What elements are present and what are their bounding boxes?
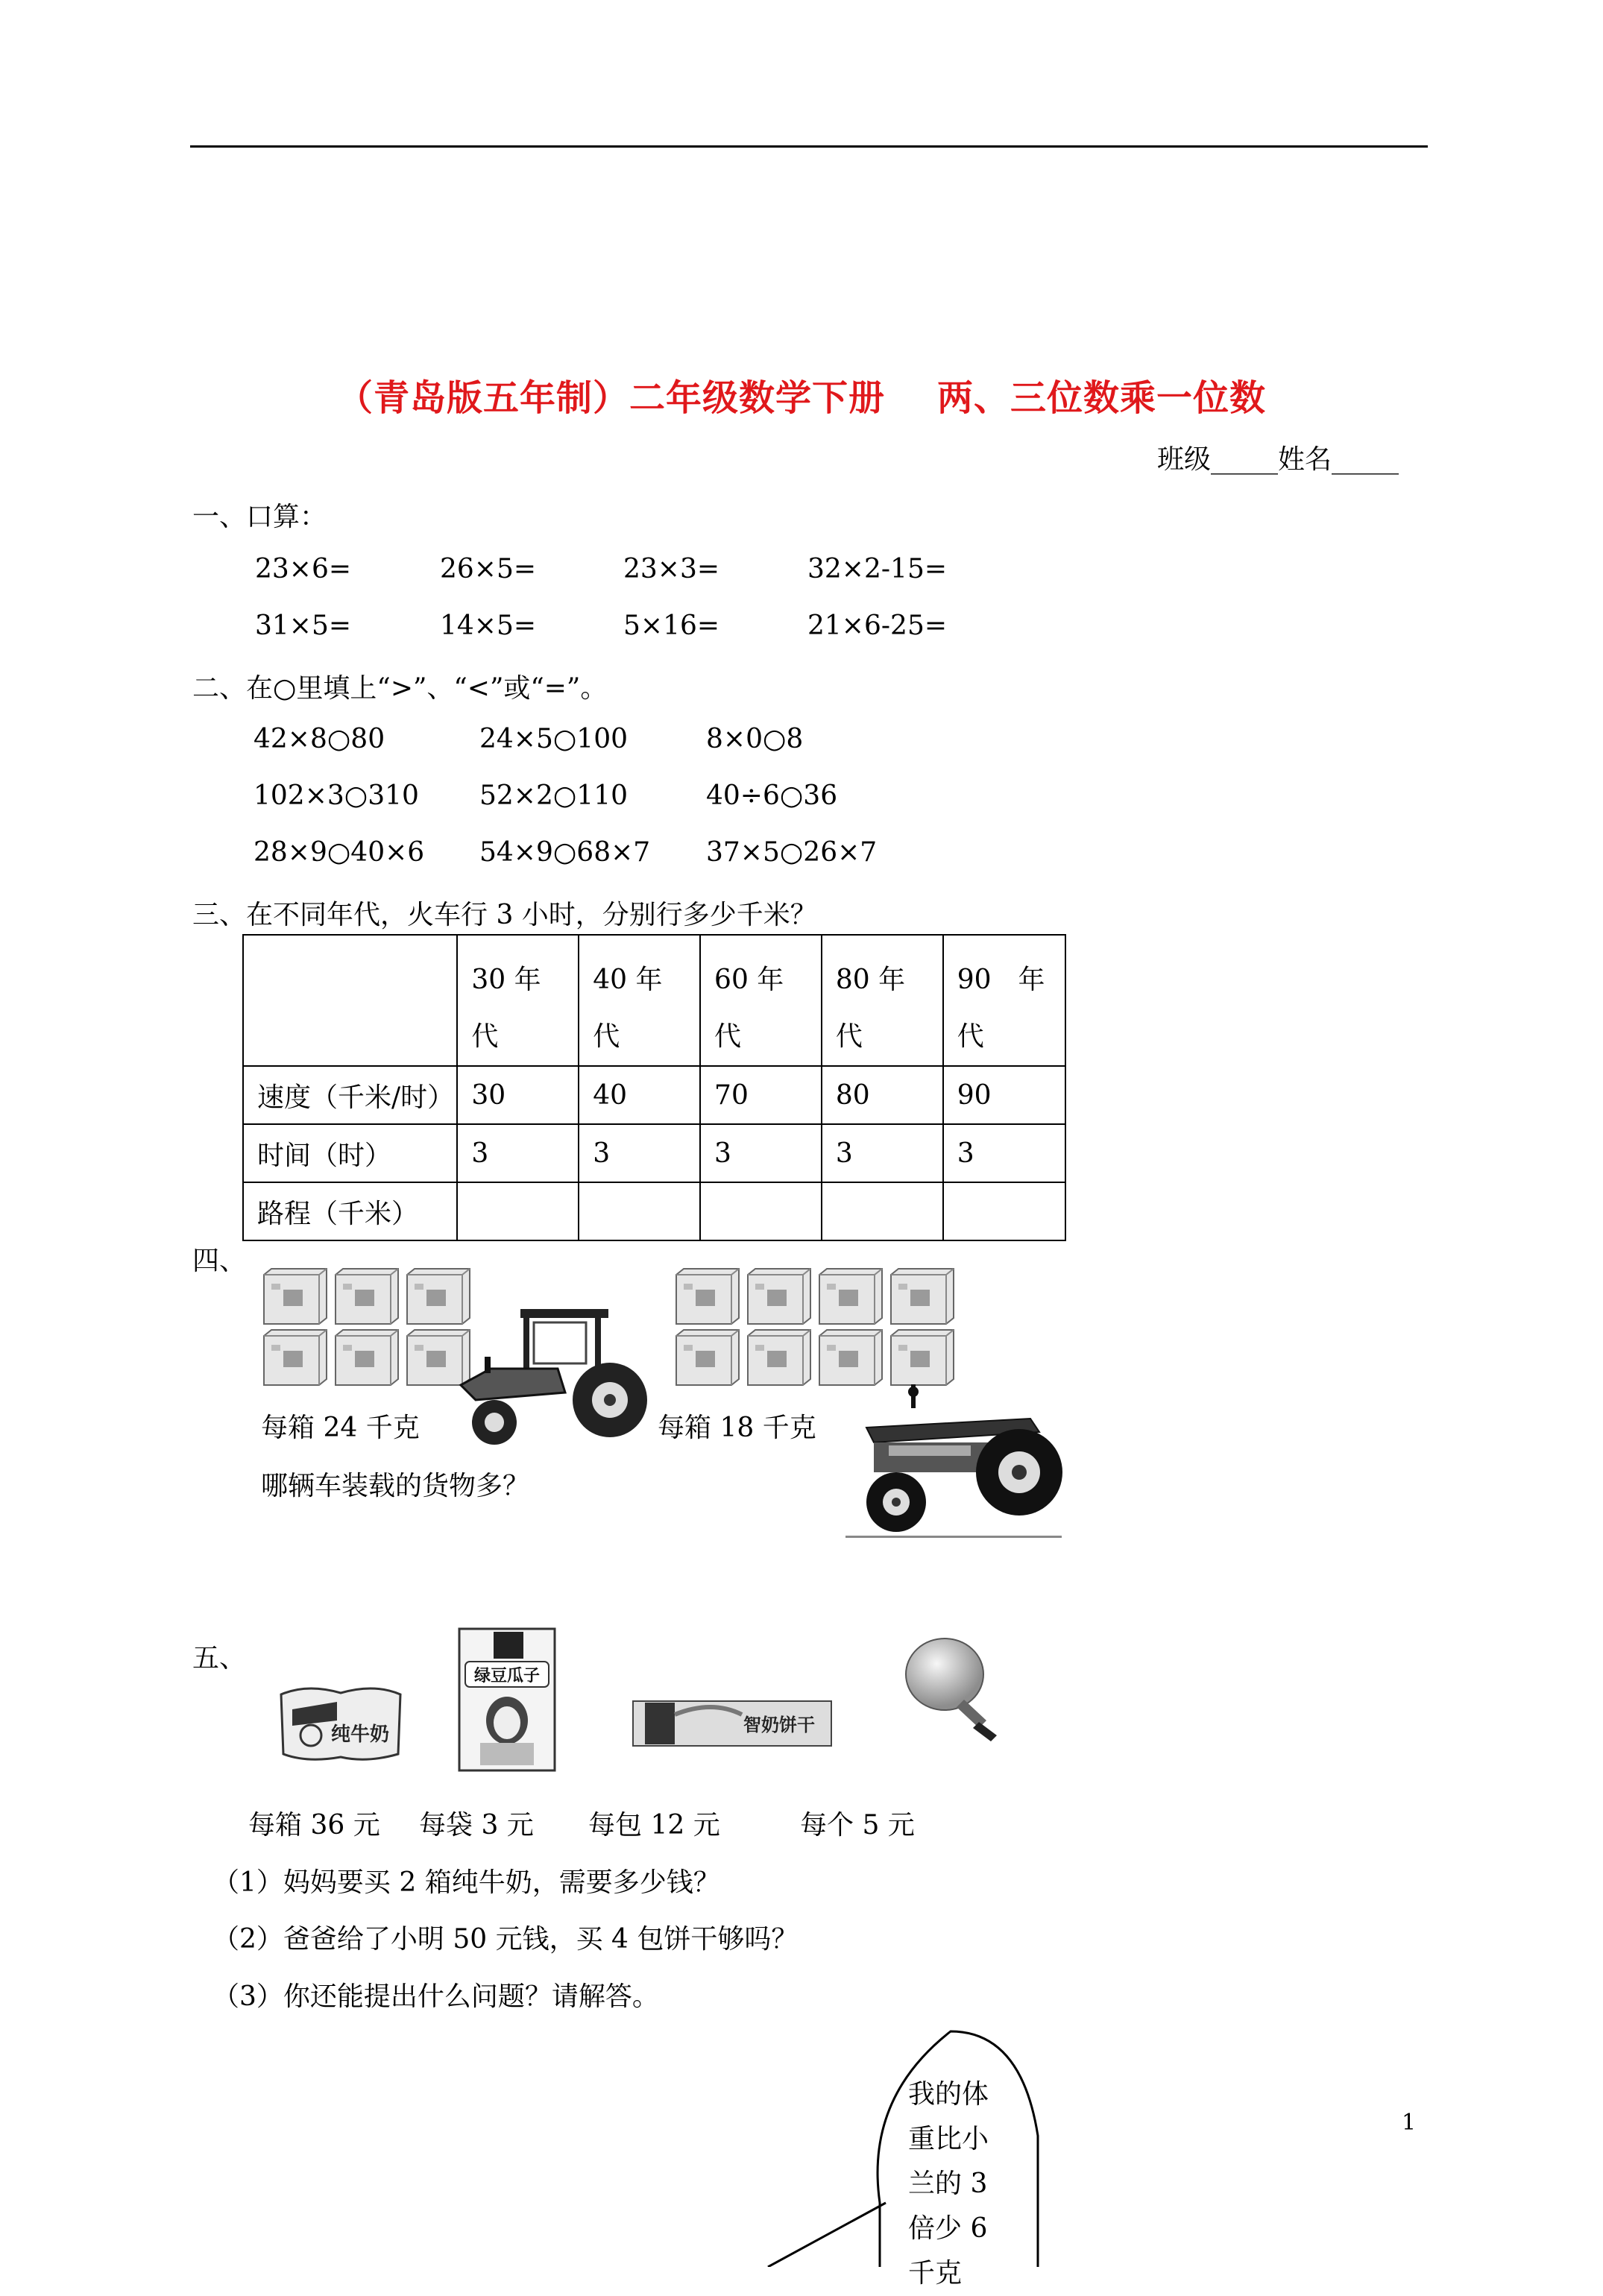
table-cell: 时间（时） — [243, 1124, 457, 1182]
compare-item: 28×9○40×6 — [253, 837, 425, 868]
table-header-cell — [243, 935, 457, 1066]
section5-heading: 五、 — [192, 1643, 247, 1674]
table-header-cell: 90 年代 — [943, 935, 1065, 1066]
oral-calc-item: 5×16= — [623, 611, 720, 641]
table-cell: 30 — [457, 1066, 579, 1124]
table-cell: 80 — [822, 1066, 943, 1124]
page-number: 1 — [1402, 2110, 1417, 2136]
table-cell: 90 — [943, 1066, 1065, 1124]
price-bulb: 每个 5 元 — [800, 1810, 915, 1841]
bubble-text — [908, 2072, 989, 2296]
oral-calc-item: 31×5= — [255, 611, 352, 641]
class-label: 班级_____ — [1157, 444, 1279, 475]
page-title: （青岛版五年制）二年级数学下册 两、三位数乘一位数 — [336, 377, 1267, 419]
section4-question: 哪辆车装载的货物多？ — [261, 1471, 530, 1501]
box-weight-left: 每箱 24 千克 — [261, 1413, 420, 1443]
header-rule — [190, 145, 1428, 148]
speed-table — [242, 934, 1066, 1241]
question-1: （1）妈妈要买 2 箱纯牛奶，需要多少钱？ — [212, 1867, 720, 1898]
section4-heading: 四、 — [192, 1246, 247, 1276]
table-cell — [700, 1182, 822, 1240]
table-cell: 3 — [943, 1124, 1065, 1182]
name-label: 姓名_____ — [1278, 444, 1399, 475]
bubble-line: 重比小 — [908, 2124, 989, 2154]
table-cell: 3 — [579, 1124, 700, 1182]
compare-item: 24×5○100 — [479, 724, 629, 754]
oral-calc-item: 14×5= — [440, 611, 537, 641]
seed-bag-image — [458, 1627, 556, 1773]
milk-box-image — [277, 1680, 404, 1765]
box-weight-right: 每箱 18 千克 — [658, 1413, 816, 1443]
milk-label: 纯牛奶 — [331, 1723, 390, 1746]
tractor-right-image — [844, 1383, 1064, 1539]
table-header-cell: 60 年代 — [700, 935, 822, 1066]
seeds-label: 绿豆瓜子 — [473, 1667, 541, 1685]
question-3: （3）你还能提出什么问题？请解答。 — [212, 1981, 659, 2012]
bubble-line: 我的体 — [908, 2079, 989, 2110]
table-row — [243, 1182, 1065, 1240]
section3-heading: 三、在不同年代，火车行 3 小时，分别行多少千米？ — [192, 900, 817, 930]
table-cell: 速度（千米/时） — [243, 1066, 457, 1124]
compare-item: 52×2○110 — [479, 780, 629, 811]
cargo-boxes-right — [675, 1267, 969, 1387]
table-cell: 40 — [579, 1066, 700, 1124]
table-cell: 路程（千米） — [243, 1182, 457, 1240]
table-cell: 3 — [822, 1124, 943, 1182]
oral-calc-item: 23×6= — [255, 554, 352, 584]
table-header-cell: 80 年代 — [822, 935, 943, 1066]
oral-calc-item: 32×2-15= — [807, 554, 948, 584]
price-milk: 每箱 36 元 — [248, 1810, 380, 1841]
oral-calc-item: 21×6-25= — [807, 611, 948, 641]
compare-item: 8×0○8 — [706, 724, 804, 754]
table-cell: 3 — [457, 1124, 579, 1182]
table-row — [243, 1066, 1065, 1124]
bubble-line: 倍少 6 — [908, 2213, 988, 2244]
table-header-cell: 30 年代 — [457, 935, 579, 1066]
section2-heading: 二、在○里填上“>”、“<”或“=”。 — [192, 673, 608, 704]
table-cell: 3 — [700, 1124, 822, 1182]
class-name-line — [1157, 438, 1399, 476]
light-bulb-image — [898, 1631, 1010, 1743]
compare-item: 42×8○80 — [253, 724, 385, 754]
table-cell — [579, 1182, 700, 1240]
compare-item: 54×9○68×7 — [479, 837, 651, 868]
compare-item: 37×5○26×7 — [706, 837, 878, 868]
bubble-line: 兰的 3 — [908, 2169, 988, 2199]
table-header-cell: 40 年代 — [579, 935, 700, 1066]
compare-item: 102×3○310 — [253, 780, 419, 811]
compare-item: 40÷6○36 — [706, 780, 838, 811]
table-header-row — [243, 935, 1065, 1066]
section1-heading: 一、口算： — [192, 502, 327, 532]
table-cell: 70 — [700, 1066, 822, 1124]
table-row — [243, 1124, 1065, 1182]
bubble-line: 千克 — [908, 2258, 963, 2289]
tractor-left-image — [446, 1303, 647, 1448]
price-seeds: 每袋 3 元 — [419, 1810, 534, 1841]
oral-calc-item: 23×3= — [623, 554, 720, 584]
biscuit-label: 智奶饼干 — [743, 1715, 815, 1735]
table-cell — [943, 1182, 1065, 1240]
table-cell — [457, 1182, 579, 1240]
biscuit-pack-image — [630, 1692, 835, 1752]
question-2: （2）爸爸给了小明 50 元钱，买 4 包饼干够吗？ — [212, 1924, 799, 1955]
price-biscuit: 每包 12 元 — [588, 1810, 720, 1841]
table-cell — [822, 1182, 943, 1240]
oral-calc-item: 26×5= — [440, 554, 537, 584]
